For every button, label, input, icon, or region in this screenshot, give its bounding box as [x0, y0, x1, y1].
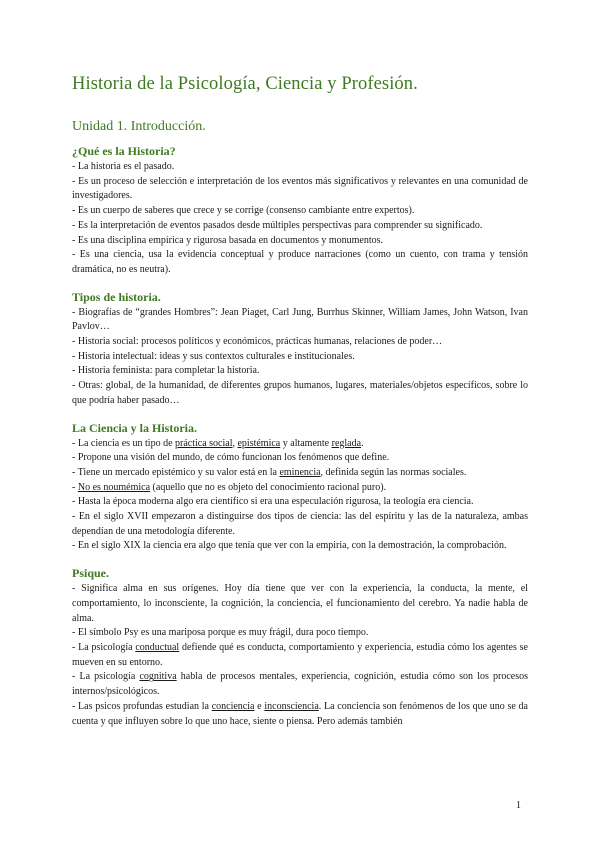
- text-run: - Es una disciplina empírica y rigurosa basada en documentos y monumentos.: [72, 234, 384, 246]
- bullet-paragraph: [72, 700, 528, 729]
- section: [72, 290, 528, 409]
- text-run: ,: [232, 437, 238, 449]
- text-run: - Biografías de “grandes Hombres”: Jean Piaget, Carl Jung, Burrhus Skinner, William James, John Watson, Ivan Pavlov…: [72, 306, 528, 333]
- bullet-paragraph: [72, 466, 528, 481]
- text-run: - Historia social: procesos políticos y económicos, prácticas humanas, relaciones de poder…: [72, 336, 443, 348]
- text-run: - Propone una visión del mundo, de cómo funcionan los fenómenos que define.: [72, 452, 390, 464]
- bullet-paragraph: [72, 379, 528, 408]
- bullet-paragraph: [72, 539, 528, 554]
- text-run: - En el siglo XIX la ciencia era algo que tenía que ver con la empiria, con la demostración, la comprobación.: [72, 540, 507, 552]
- underlined-term: inconsciencia: [264, 700, 319, 712]
- text-run: y altamente: [280, 437, 332, 449]
- section: [72, 566, 528, 729]
- text-run: defiende qué es conducta, comportamiento y experiencia, estudia cómo los agentes se mueven en su entorno.: [72, 641, 528, 668]
- bullet-paragraph: [72, 437, 528, 452]
- bullet-paragraph: [72, 335, 528, 350]
- text-run: - Otras: global, de la humanidad, de diferentes grupos humanos, lugares, materiales/objetos específicos, sobre lo que podría haber pasado…: [72, 380, 528, 406]
- bullet-paragraph: [72, 306, 528, 335]
- bullet-paragraph: [72, 248, 528, 277]
- underlined-term: conciencia: [211, 700, 255, 712]
- section: [72, 144, 528, 278]
- text-run: - Es la interpretación de eventos pasados desde múltiples perspectivas para comprender su significado.: [72, 219, 483, 231]
- bullet-paragraph: [72, 350, 528, 365]
- underlined-term: reglada: [331, 437, 362, 449]
- text-run: habla de procesos mentales, experiencia, cognición, estudia cómo son los procesos internos/psicológicos.: [72, 671, 529, 698]
- text-run: .: [361, 437, 364, 449]
- text-run: e: [254, 700, 265, 712]
- text-run: , definida según las normas sociales.: [320, 466, 467, 478]
- text-run: . La conciencia son fenómenos de los que uno se da cuenta y que influyen sobre lo que uno hace, siente o piensa. Pero además también: [72, 700, 528, 727]
- text-run: - Historia intelectual: ideas y sus contextos culturales e institucionales.: [72, 350, 355, 362]
- underlined-term: epistémica: [237, 437, 281, 449]
- underlined-term: práctica social: [175, 437, 233, 449]
- bullet-paragraph: [72, 582, 528, 626]
- underlined-term: cognitiva: [139, 671, 177, 683]
- bullet-paragraph: [72, 451, 528, 466]
- bullet-paragraph: [72, 626, 528, 641]
- text-run: - El símbolo Psy es una mariposa porque es muy frágil, dura poco tiempo.: [72, 627, 369, 639]
- underlined-term: eminencia: [279, 466, 321, 478]
- bullet-paragraph: [72, 510, 528, 539]
- bullet-paragraph: [72, 175, 528, 204]
- text-run: - Significa alma en sus orígenes. Hoy día tiene que ver con la experiencia, la conducta, la mente, el comportamiento, lo inconsciente, la cognición, la conciencia, el funcionamiento del cerebro. Ya nadie habla de alma.: [72, 583, 528, 624]
- text-run: - Es un proceso de selección e interpretación de los eventos más significativos y relevantes en una comunidad de investigadores.: [72, 175, 528, 202]
- underlined-term: conductual: [135, 641, 180, 653]
- text-run: - Es una ciencia, usa la evidencia conceptual y produce narraciones (como un cuento, con trama y tensión dramática, no es neutra).: [72, 249, 528, 275]
- section: [72, 421, 528, 555]
- page-number: 1: [516, 800, 521, 811]
- text-run: - La historia es el pasado.: [72, 161, 175, 172]
- bullet-paragraph: [72, 670, 528, 699]
- text-run: - Las psicos profundas estudian la: [72, 700, 212, 712]
- bullet-paragraph: [72, 481, 528, 496]
- text-run: - En el siglo XVII empezaron a distinguirse dos tipos de ciencia: las del espíritu y las de la naturaleza, ambas dependían de una metodología diferente.: [72, 511, 528, 537]
- bullet-paragraph: [72, 495, 528, 510]
- sections-container: [72, 144, 528, 729]
- text-run: -: [72, 481, 78, 493]
- document-title: Historia de la Psicología, Ciencia y Profesión.: [72, 74, 418, 94]
- text-run: (aquello que no es objeto del conocimiento racional puro).: [150, 481, 387, 493]
- bullet-paragraph: [72, 204, 528, 219]
- text-run: - Es un cuerpo de saberes que crece y se corrige (consenso cambiante entre expertos).: [72, 205, 415, 217]
- text-run: - Historia feminista: para completar la historia.: [72, 365, 260, 377]
- text-run: - La psicología: [72, 671, 140, 683]
- text-run: - La ciencia es un tipo de: [72, 437, 176, 449]
- text-run: - Tiene un mercado epistémico y su valor está en la: [72, 466, 280, 478]
- underlined-term: No es noumémica: [77, 481, 151, 493]
- text-run: - Hasta la época moderna algo era científico si era una especulación rigurosa, la teología era ciencia.: [72, 496, 474, 508]
- section-heading: La Ciencia y la Historia.: [72, 420, 197, 435]
- bullet-paragraph: [72, 234, 528, 249]
- unit-title: Unidad 1. Introducción.: [72, 119, 206, 134]
- section-heading: ¿Qué es la Historia?: [72, 144, 176, 158]
- bullet-paragraph: [72, 641, 528, 670]
- section-heading: Psique.: [72, 566, 110, 581]
- page-content: [72, 72, 528, 729]
- bullet-paragraph: [72, 160, 528, 175]
- bullet-paragraph: [72, 364, 528, 379]
- section-heading: Tipos de historia.: [72, 289, 161, 304]
- bullet-paragraph: [72, 219, 528, 234]
- text-run: - La psicología: [72, 641, 136, 653]
